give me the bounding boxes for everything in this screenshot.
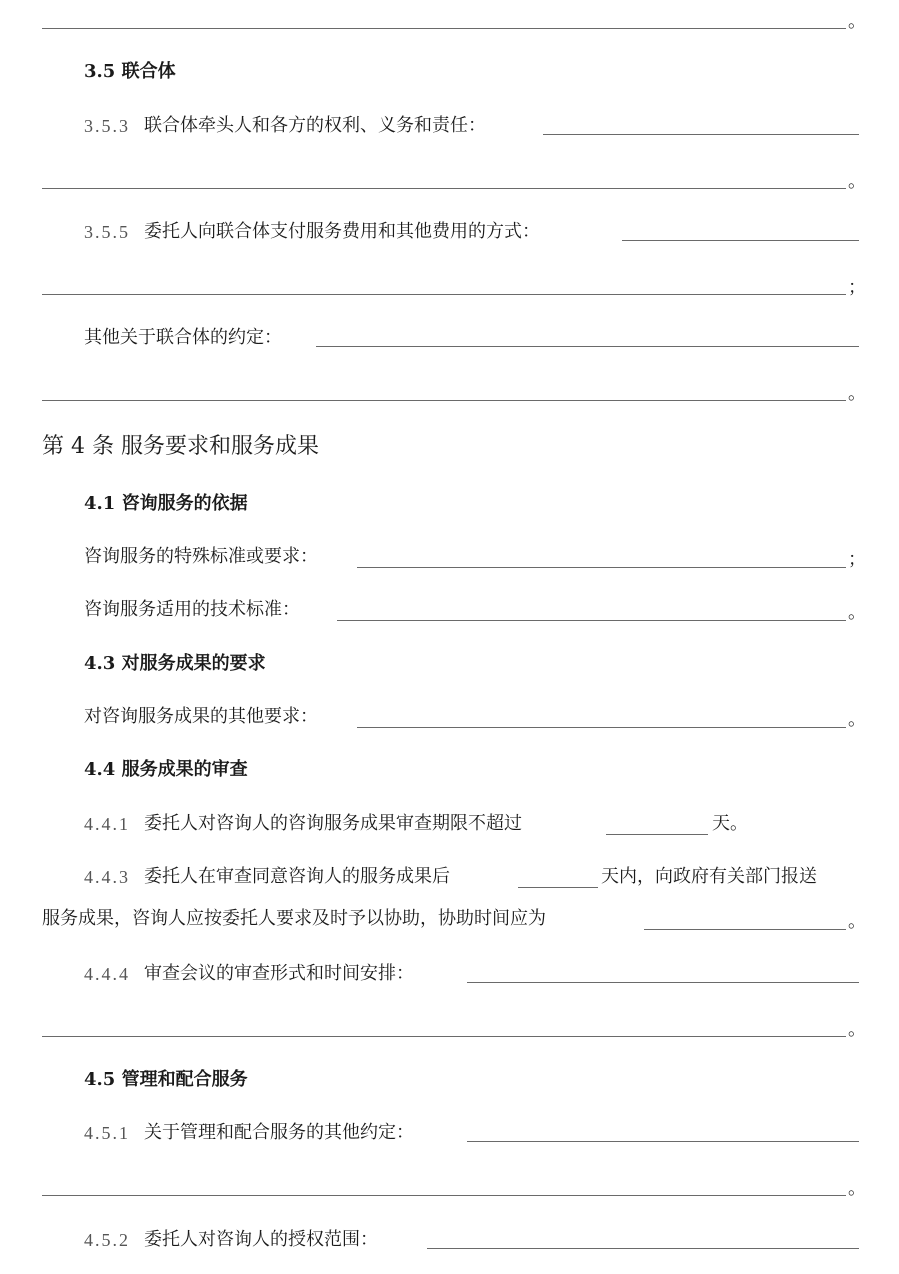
blank-line-4-5-1-b[interactable] [42,1195,846,1196]
article-4-title: 第 4 条 服务要求和服务成果 [42,434,319,459]
item-4-5-2-number: 4.5.2 [84,1230,130,1250]
semicolon-mark: ； [848,277,866,298]
item-4-4-1-text: 委托人对咨询人的咨询服务成果审查期限不超过 [144,813,522,834]
item-3-5-5-text: 委托人向联合体支付服务费用和其他费用的方式： [144,221,540,242]
blank-line-top[interactable] [42,28,846,29]
section-3-5-title: 3.5 联合体 [84,61,176,82]
blank-line-tech-standard[interactable] [337,620,846,621]
item-4-4-3-text-c: 服务成果，咨询人应按委托人要求及时予以协助，协助时间应为 [42,908,546,929]
blank-line-consortium-other-a[interactable] [316,346,859,347]
item-4-4-3-number: 4.4.3 [84,867,130,887]
tech-standard-text: 咨询服务适用的技术标准： [84,599,300,620]
period-mark: 。 [848,1019,866,1040]
section-4-4-title: 4.4 服务成果的审查 [84,759,248,780]
blank-line-3-5-5-b[interactable] [42,294,846,295]
blank-line-other-requirement[interactable] [357,727,846,728]
blank-line-4-5-2-a[interactable] [427,1248,859,1249]
blank-line-3-5-3-b[interactable] [42,188,846,189]
blank-line-special-standard[interactable] [357,567,846,568]
blank-line-assist-time[interactable] [644,929,846,930]
period-mark: 。 [848,709,866,730]
section-4-3-title: 4.3 对服务成果的要求 [84,653,266,674]
blank-line-submit-days[interactable] [518,887,598,888]
item-3-5-3-text: 联合体牵头人和各方的权利、义务和责任： [144,115,486,136]
item-4-4-4-number: 4.4.4 [84,964,130,984]
blank-line-consortium-other-b[interactable] [42,400,846,401]
other-requirement-text: 对咨询服务成果的其他要求： [84,706,318,727]
item-4-5-1-text: 关于管理和配合服务的其他约定： [144,1122,414,1143]
period-mark: 。 [848,383,866,404]
section-4-5-title: 4.5 管理和配合服务 [84,1069,248,1090]
period-mark: 。 [848,911,866,932]
consortium-other-text: 其他关于联合体的约定： [84,327,282,348]
item-3-5-3-number: 3.5.3 [84,116,130,136]
special-standard-text: 咨询服务的特殊标准或要求： [84,546,318,567]
item-4-4-4-text: 审查会议的审查形式和时间安排： [144,963,414,984]
blank-line-4-4-4-a[interactable] [467,982,859,983]
period-mark: 。 [848,602,866,623]
item-4-5-1-number: 4.5.1 [84,1123,130,1143]
blank-line-3-5-5-a[interactable] [622,240,859,241]
period-mark: 。 [848,171,866,192]
blank-line-3-5-3-a[interactable] [543,134,859,135]
blank-line-4-5-1-a[interactable] [467,1141,859,1142]
item-4-4-1-number: 4.4.1 [84,814,130,834]
blank-line-review-days[interactable] [606,834,708,835]
item-4-4-3-text-a: 委托人在审查同意咨询人的服务成果后 [144,866,450,887]
semicolon-mark: ； [848,549,866,570]
blank-line-4-4-4-b[interactable] [42,1036,846,1037]
item-4-5-2-text: 委托人对咨询人的授权范围： [144,1229,378,1250]
item-3-5-5-number: 3.5.5 [84,222,130,242]
period-mark: 。 [848,1178,866,1199]
item-4-4-1-suffix: 天。 [712,813,748,834]
section-4-1-title: 4.1 咨询服务的依据 [84,493,248,514]
item-4-4-3-text-b: 天内，向政府有关部门报送 [601,866,817,887]
period-mark: 。 [848,11,866,32]
